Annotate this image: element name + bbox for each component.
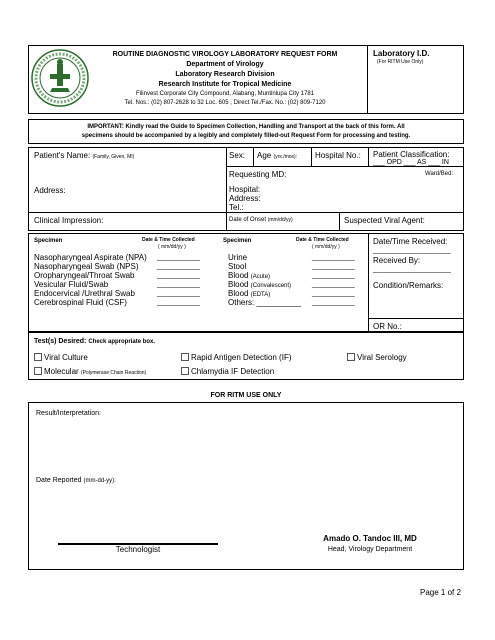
suspected-agent-label: Suspected Viral Agent: [344,216,425,225]
ward-label: Ward/Bed: [425,171,454,177]
specimen-col-label-left: Specimen [34,238,63,244]
onset-label: Date of Onset (mm/dd/yy) [229,217,293,223]
address-label: Address: [34,186,66,195]
date-blank-right[interactable]: ___________ [312,263,355,270]
specimen-item: Nasopharyngeal Aspirate (NPA) [34,253,147,262]
institute-tel: Tel. Nos.: (02) 807-2628 to 32 Loc. 605 , Direct Tel./Fax. No.: (02) 809-7120 [124,100,326,106]
institute-name: Research Institute for Tropical Medicine [158,81,292,88]
sex-label: Sex: [229,151,246,160]
specimen-col-label-right: Specimen [223,238,252,244]
date-blank[interactable]: ___________ [157,254,200,261]
hospno-divider [368,147,369,166]
date-blank-right[interactable]: ___________ [312,281,355,288]
patient-name-label: Patient's Name: (Family, Given, MI) [34,151,135,160]
form-title: ROUTINE DIAGNOSTIC VIROLOGY LABORATORY REQUEST FORM [112,51,338,58]
date-blank-right[interactable]: ___________ [312,290,355,297]
date-blank[interactable]: ___________ [157,272,200,279]
age-divider [311,147,312,166]
classification-options: ___ OPD ___ AS ___ IN [373,159,449,166]
page-number: Page 1 of 2 [420,588,461,597]
date-blank-right[interactable]: ___________ [312,299,355,306]
date-blank[interactable]: ___________ [157,299,200,306]
head-name: Amado O. Tandoc III, MD [323,534,417,543]
date-blank[interactable]: ___________ [157,263,200,270]
date-col-label-right: Date & Time Collected [296,237,349,243]
clinical-impression-label: Clinical Impression: [34,216,104,225]
important-line-1: IMPORTANT: Kindly read the Guide to Specimen Collection, Handling and Transport at the back of this form. All [87,124,405,130]
patient-col-divider [226,147,227,231]
result-label: Result/Interpretation: [36,410,101,417]
technologist-label: Technologist [115,545,161,554]
hospital-address-label: Address: [229,194,261,203]
classification-label: Patient Classification: [373,150,450,159]
tel-label: Tel.: [229,203,244,212]
date-col-label-left: Date & Time Collected [142,237,195,243]
specimen-item-right: Blood (Convalescent) [228,280,292,289]
important-box [28,119,464,144]
specimen-item: Cerebrospinal Fluid (CSF) [34,298,127,307]
viral-serology-option[interactable]: Viral Serology [347,353,407,362]
molecular-option[interactable]: Molecular (Polymerase Chain Reaction) [34,367,146,376]
tests-label: Test(s) Desired: Check appropriate box. [34,338,156,345]
important-line-2: specimens should be accompanied by a legibly and completely filled-out Request Form for processing and testing. [81,133,411,139]
lab-id-note: (For RITM Use Only) [377,59,424,65]
ritm-use-label: FOR RITM USE ONLY [210,392,282,399]
onset-divider [339,212,340,231]
date-blank[interactable]: ___________ [157,281,200,288]
patient-row1-line [226,166,464,167]
checkbox-icon[interactable] [34,367,42,375]
specimen-item-right: Blood (Acute) [228,271,271,280]
specimen-item: Oropharyngeal/Throat Swab [34,271,135,280]
date-received-line[interactable]: ____________________ [373,247,451,254]
specimen-item-right: Blood (EDTA) [228,289,271,298]
or-no-label: OR No.: [373,322,402,331]
checkbox-icon[interactable] [34,353,42,361]
patient-row3-line [28,212,464,213]
date-blank-right[interactable]: ___________ [312,272,355,279]
date-blank[interactable]: ___________ [157,290,200,297]
checkbox-icon[interactable] [181,353,189,361]
division-name: Laboratory Research Division [175,71,275,78]
hospital-label: Hospital: [229,185,261,194]
specimen-item: Endocervical /Urethral Swab [34,289,135,298]
age-label: Age (yrs./mos): [257,151,298,160]
department-name: Department of Virology [186,61,264,68]
date-received-label: Date/Time Received: [373,237,448,246]
specimen-item: Nasopharyngeal Swab (NPS) [34,262,139,271]
requesting-md-label: Requesting MD: [229,170,287,179]
sex-divider [253,147,254,166]
or-line [368,318,464,319]
checkbox-icon[interactable] [347,353,355,361]
hospital-no-label: Hospital No.: [315,151,361,160]
date-blank-right[interactable]: ___________ [312,254,355,261]
specimen-item-right: Urine [228,253,248,262]
date-col-hint-right: ( mm/dd/yy ) [312,244,340,250]
received-by-label: Received By: [373,256,421,265]
received-by-line[interactable]: ____________________ [373,266,451,273]
date-reported-label: Date Reported (mm-dd-yy): [36,477,116,484]
checkbox-icon[interactable] [181,367,189,375]
specimen-item-right: Stool [228,262,247,271]
head-title: Head, Virology Department [327,546,413,553]
institute-address: Filinvest Corporate City Compound, Alabang, Muntinlupa City 1781 [135,91,315,97]
condition-label: Condition/Remarks: [373,281,444,290]
chlamydia-option[interactable]: Chlamydia IF Detection [181,367,274,376]
specimen-item: Vesicular Fluid/Swab [34,280,109,289]
rapid-antigen-option[interactable]: Rapid Antigen Detection (IF) [181,353,292,362]
specimen-item-right: Others: __________ [228,298,301,307]
date-col-hint-left: ( mm/dd/yy ) [158,244,186,250]
lab-id-label: Laboratory I.D. [373,49,430,58]
viral-culture-option[interactable]: Viral Culture [34,353,88,362]
